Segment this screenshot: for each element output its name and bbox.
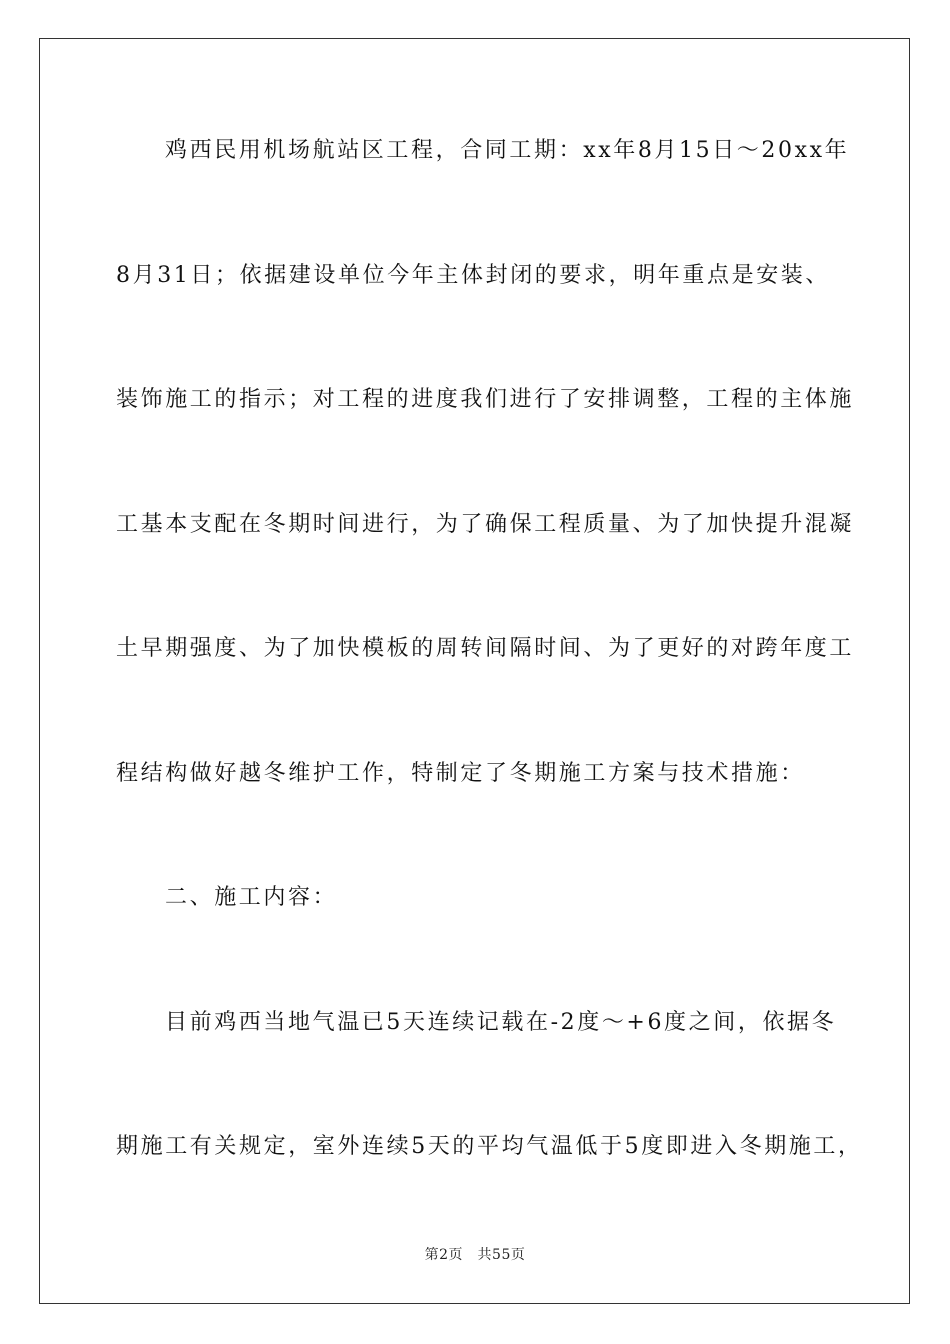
paragraph-line: 8月31日；依据建设单位今年主体封闭的要求，明年重点是安装、 — [116, 263, 830, 288]
paragraph-line: 目前鸡西当地气温已5天连续记载在-2度～+6度之间，依据冬 — [165, 1010, 837, 1035]
paragraph-line: 土早期强度、为了加快模板的周转间隔时间、为了更好的对跨年度工 — [116, 636, 855, 661]
paragraph-line: 期施工有关规定，室外连续5天的平均气温低于5度即进入冬期施工， — [116, 1134, 863, 1159]
paragraph-line: 鸡西民用机场航站区工程，合同工期：xx年8月15日～20xx年 — [165, 138, 850, 163]
paragraph-line: 装饰施工的指示；对工程的进度我们进行了安排调整，工程的主体施 — [116, 387, 855, 412]
section-heading: 二、施工内容： — [165, 885, 338, 910]
paragraph-line: 工基本支配在冬期时间进行，为了确保工程质量、为了加快提升混凝 — [116, 512, 855, 537]
page-number-footer: 第2页 共55页 — [424, 1247, 526, 1263]
paragraph-line: 程结构做好越冬维护工作，特制定了冬期施工方案与技术措施： — [116, 761, 805, 786]
page-border — [39, 38, 910, 1304]
